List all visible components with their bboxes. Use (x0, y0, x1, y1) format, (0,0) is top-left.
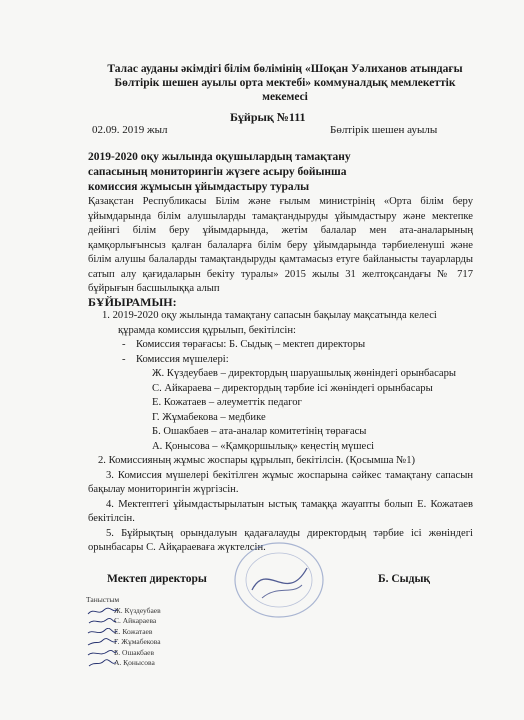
commission-chair: - Комиссия төрағасы: Б. Сыдық – мектеп директоры (122, 339, 366, 350)
acquaintance-row-2 (86, 616, 161, 627)
subject-line-1: 2019-2020 оқу жылында оқушылардың тамақтану (88, 151, 351, 163)
item-5: 5. Бұйрықтың орындалуын қадағалауды директордың тәрбие ісі жөніндегі орынбасары С. Айқараеваға жүктелсін. (88, 527, 473, 553)
acquaintance-heading: Таныстым (86, 595, 120, 604)
subject-line-3: комиссия жұмысын ұйымдастыру туралы (88, 181, 310, 193)
director-title: Мектеп директоры (107, 573, 207, 585)
commission-members-text: Комиссия мүшелері: (136, 353, 229, 365)
commission-chair-text: Комиссия төрағасы: Б. Сыдық – мектеп директоры (136, 339, 366, 350)
signature-scribble-icon (86, 607, 118, 616)
order-title: Бұйрық №111 (230, 110, 306, 124)
acquaintance-row-3 (86, 627, 161, 638)
organization-header (95, 62, 475, 104)
acquaintance-name-3: Е. Кожатаев (114, 626, 153, 636)
member-2: С. Айкараева – директордың тәрбие ісі жөніндегі орынбасары (152, 382, 433, 394)
acquaintance-row-1 (86, 606, 161, 617)
member-4: Г. Жұмабекова – медбике (152, 411, 266, 423)
acquaintance-name-5: Б. Ошакбаев (114, 647, 155, 657)
signature-scribble-icon (86, 638, 118, 647)
item-1-line-1: 1. 2019-2020 оқу жылында тамақтану сапасын бақылау мақсатында келесі (102, 310, 437, 321)
header-line-2: Бөлтірік шешен ауылы орта мектебі» коммуналдық мемлекеттік (114, 77, 456, 89)
signature-scribble-icon (86, 617, 118, 626)
subject-line-2: сапасының мониторингін жүзеге асыру бойынша (88, 166, 347, 178)
order-items (88, 309, 473, 556)
preamble-text: Қазақстан Республикасы Білім және ғылым министрінің «Орта білім беру ұйымдарында білім алушыларды тамақтандыруды ұйымдастыру және мектепке дейінгі білім беру ұйымдарында, жетім балалар мен ата-аналарының қамқорлығынсыз қалған балаларға білім беру ұйымдарында тәрбиеленуші және білім алушы балаларды тамақтандыруды қамтамасыз етуге байланысты тауарларды сатып алу қағидаларын бекіту туралы» 2015 жылы 31 желтоқсандағы № 717 бұйрығын басшылыққа алып (88, 196, 473, 294)
acquaintance-row-6 (86, 658, 161, 669)
signature-scribble-icon (86, 628, 118, 637)
order-subject (88, 150, 388, 195)
decree-heading: БҰЙЫРАМЫН: (88, 295, 177, 309)
commission-members-heading: - Комиссия мүшелері: (122, 353, 229, 365)
order-date: 02.09. 2019 жыл (92, 124, 168, 136)
acquaintance-row-4 (86, 637, 161, 648)
acquaintance-list (86, 595, 161, 669)
acquaintance-name-1: Ж. Күздеубаев (114, 605, 161, 615)
member-3: Е. Кожатаев – әлеуметтік педагог (152, 397, 302, 408)
header-line-1: Талас ауданы әкімдігі білім бөлімінің «Шоқан Уәлиханов атындағы (107, 63, 463, 75)
member-5: Б. Ошакбаев – ата-аналар комитетінің төрағасы (152, 426, 367, 437)
official-stamp-icon (232, 540, 327, 620)
acquaintance-name-6: А. Қонысова (114, 658, 155, 667)
header-line-3: мекемесі (262, 91, 308, 103)
item-4: 4. Мектептегі ұйымдастырылатын ыстық тамаққа жауапты болып Е. Кожатаев бекітілсін. (88, 498, 473, 524)
acquaintance-row-5 (86, 648, 161, 659)
member-1: Ж. Күздеубаев – директордың шаруашылық жөніндегі орынбасары (152, 368, 457, 379)
acquaintance-name-4: Г. Жұмабекова (114, 637, 161, 646)
item-1-line-2: құрамда комиссия құрылып, бекітілсін: (118, 324, 296, 336)
acquaintance-name-2: С. Айкараева (114, 616, 157, 625)
signature-scribble-icon (86, 649, 118, 658)
signature-scribble-icon (86, 659, 118, 668)
item-2: 2. Комиссияның жұмыс жоспары құрылып, бекітілсін. (Қосымша №1) (98, 455, 416, 466)
order-place: Бөлтірік шешен ауылы (330, 124, 438, 136)
director-name: Б. Сыдық (378, 573, 431, 585)
member-6: А. Қонысова – «Қамқоршылық» кеңестің мүшесі (152, 440, 375, 452)
item-3: 3. Комиссия мүшелері бекітілген жұмыс жоспарына сәйкес тамақтану сапасын бақылау мониторингін жүргізсін. (88, 469, 473, 495)
